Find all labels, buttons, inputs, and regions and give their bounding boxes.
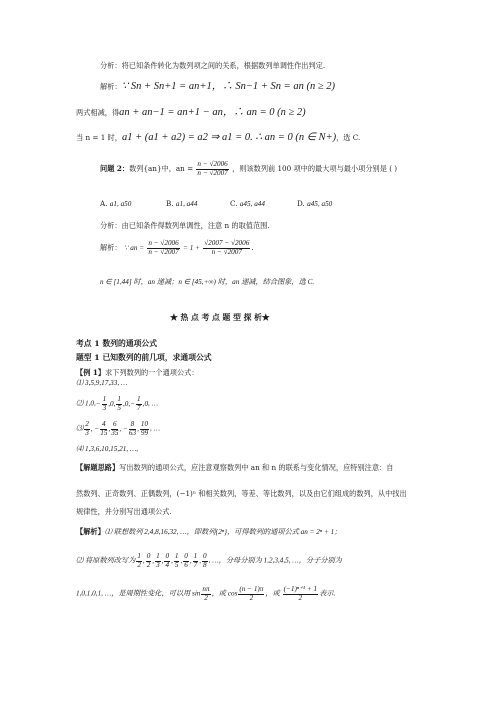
subtract-line — [76, 108, 306, 119]
fraction — [183, 553, 189, 569]
separator: , — [142, 556, 145, 565]
fraction-denominator: 15 — [100, 428, 108, 437]
analysis-2-line — [100, 222, 270, 229]
subtract-lead: 两式相减，得 — [76, 108, 120, 117]
fraction-numerator: 1 — [156, 552, 160, 560]
fraction — [136, 396, 142, 412]
solution-label: 解析： — [100, 82, 122, 91]
question-2 — [100, 161, 397, 177]
separator: , — [199, 556, 202, 565]
fraction-denominator: 2 — [137, 560, 141, 569]
sol-line-2-lead: ⑵ 将原数列改写为 — [76, 556, 136, 565]
cos-function: cos — [227, 589, 238, 598]
option-value: a1, a50 — [109, 200, 132, 208]
option-c — [230, 200, 265, 208]
solution-formula: ∵ Sn + Sn+1 = an+1，∴ Sn−1 + Sn = an (n ≥ 2) — [121, 81, 335, 92]
fraction — [140, 421, 149, 437]
fraction — [129, 421, 136, 437]
option-b — [166, 200, 197, 208]
option-key: D. — [297, 199, 305, 208]
tixing-heading: 题型 1 已知数列的前几项，求通项公式 — [76, 353, 212, 362]
fraction-numerator: 0 — [146, 552, 151, 560]
fraction — [116, 396, 122, 412]
separator: , — [152, 556, 155, 565]
solution-fraction-2 — [203, 240, 250, 256]
analysis-label: 分析： — [100, 221, 122, 230]
fraction-denominator: 35 — [111, 428, 119, 437]
sin-fraction — [201, 586, 210, 602]
fraction-numerator: √2007 − √2006 — [204, 239, 250, 247]
example-label: 【例 1】 — [76, 368, 106, 377]
analysis-label: 分析： — [100, 61, 122, 70]
solution-line — [100, 82, 335, 93]
sol-line-3-lead: 1,0,1,0,1, …，是周期性变化，可以用 — [76, 589, 191, 598]
fraction — [174, 552, 183, 569]
fraction-numerator: (n − 1)π — [239, 585, 264, 593]
fraction-denominator: 3 — [102, 403, 107, 412]
fraction-denominator: 4 — [165, 560, 170, 569]
separator: , — [180, 556, 183, 565]
fraction-denominator: 3 — [85, 428, 89, 437]
idea-label: 【解题思路】 — [76, 463, 120, 472]
solution-2-line: 解析： ∵ an = $\frac{n - √2006}{n - √2007}$ = 1 + $\frac{√2007 - √2006}{n - √2007}$ . — [100, 239, 254, 256]
question-text-b: ，则该数列前 100 项中的最大项与最小项分别是 ( ) — [232, 164, 398, 174]
sequence-tail: , … — [150, 424, 161, 433]
fraction-numerator: 1 — [117, 395, 121, 403]
sequence-1: ⑴ 3,5,9,17,33, … — [76, 379, 128, 387]
fraction-denominator: 99 — [140, 428, 149, 437]
separator: ,0, — [108, 399, 116, 408]
alt-fraction — [283, 586, 318, 602]
fraction-numerator: 0 — [203, 552, 207, 560]
fraction-denominator: 2 — [249, 593, 254, 602]
solution-eq: = 1 + — [183, 244, 200, 253]
fraction — [102, 396, 108, 412]
fraction — [161, 552, 170, 569]
sol-line-1 — [76, 528, 341, 536]
analysis-text: 将已知条件转化为数列项之间的关系，根据数列单调性作出判定. — [121, 61, 326, 70]
fraction-denominator: 7 — [137, 403, 141, 412]
sol-label: 【解析】 — [76, 527, 105, 536]
fraction-numerator: n − √2006 — [148, 239, 179, 247]
sol-line-2-tail: , …，分母分别为 1,2,3,4,5, …，分子分别为 — [208, 556, 342, 565]
fraction-numerator: 0 — [184, 552, 188, 560]
question-label: 问题 2： — [100, 164, 130, 174]
option-key: B. — [166, 199, 174, 208]
fraction-numerator: n − √2006 — [197, 160, 228, 168]
fraction-numerator: nπ — [202, 585, 210, 593]
fraction-denominator: 2 — [298, 593, 303, 602]
fraction-denominator: 2 — [146, 560, 151, 569]
question-fraction — [196, 161, 228, 177]
fraction-denominator: 2 — [204, 593, 208, 602]
idea-line-3: 规律性，并分别写出通项公式. — [76, 507, 172, 516]
separator: , — [137, 424, 139, 433]
sin-function: sin — [192, 589, 201, 598]
fraction-numerator: 10 — [140, 420, 149, 428]
fraction-numerator: 1 — [137, 395, 141, 403]
fraction-denominator: 3 — [156, 560, 160, 569]
fraction — [193, 552, 202, 569]
idea-text-1: 写出数列的通项公式，应注意观察数列中 an 和 n 的联系与变化情况，应特别注意：自 — [119, 463, 394, 472]
fraction — [84, 421, 90, 437]
separator: , − — [119, 424, 128, 433]
separator: , − — [90, 424, 100, 433]
fraction-numerator: 1 — [174, 552, 179, 560]
fraction-numerator: 1 — [193, 552, 198, 560]
fraction-numerator: 2 — [85, 420, 89, 428]
fraction — [202, 553, 208, 569]
analysis-line — [100, 62, 325, 69]
separator: , — [161, 556, 164, 565]
solution-fraction-1 — [147, 240, 179, 256]
fraction — [146, 552, 155, 569]
option-value: a1, a44 — [175, 200, 198, 208]
fraction-denominator: n − √2007 — [211, 247, 242, 256]
fraction — [111, 421, 118, 437]
fraction — [136, 553, 142, 569]
fraction-denominator: 8 — [203, 560, 207, 569]
fraction-numerator: 1 — [137, 552, 141, 560]
separator: , — [189, 556, 192, 565]
separator: , — [108, 424, 111, 433]
n1-line — [76, 133, 360, 144]
sequence-lead: ⑶ — [76, 424, 84, 433]
option-value: a45, a50 — [307, 200, 333, 208]
fraction-denominator: n − √2007 — [197, 168, 228, 177]
section-title: ★ 热 点 考 点 题 型 探 析★ — [170, 313, 270, 322]
fraction-denominator: 63 — [128, 428, 137, 437]
option-key: C. — [230, 199, 238, 208]
sol-line-2 — [76, 553, 342, 569]
sequence-tail: , … — [148, 399, 159, 408]
separator: , — [171, 556, 173, 565]
fraction — [155, 553, 161, 569]
n1-formula: a1 + (a1 + a2) = a2 ⇒ a1 = 0. ∴ an = 0 (n ∈ N+) — [121, 132, 337, 143]
option-value: a45, a44 — [239, 200, 265, 208]
example-text: 求下列数列的一个通项公式： — [105, 368, 199, 377]
idea-line-1 — [76, 464, 393, 471]
idea-line-2: 然数列、正奇数列、正偶数列，(−1)ⁿ 和相关数列，等差、等比数列，以及由它们组成的数列，从中找出 — [76, 489, 407, 498]
sequence-2 — [76, 396, 158, 412]
fraction-numerator: 8 — [130, 420, 135, 428]
kaodian-heading: 考点 1 数列的通项公式 — [76, 339, 158, 348]
fraction-numerator: 1 — [102, 395, 107, 403]
n1-tail: ，选 C. — [336, 133, 361, 142]
option-key: A. — [100, 199, 108, 208]
solution-label: 解析： — [100, 243, 122, 253]
separator: ,0 — [142, 399, 149, 408]
sequence-4: ⑷ 1,3,6,10,15,21, …, — [76, 445, 139, 453]
fraction-denominator: 6 — [184, 560, 188, 569]
fraction-denominator: 5 — [117, 403, 121, 412]
fraction-denominator: 5 — [174, 560, 179, 569]
separator: ,0,− — [123, 399, 136, 408]
subtract-formula: an + an−1 = an+1 − an，∴ an = 0 (n ≥ 2) — [119, 107, 306, 118]
n1-lead: 当 n = 1 时， — [76, 133, 122, 142]
fraction-numerator: 6 — [113, 420, 117, 428]
sol-text-1: ⑴ 联想数列 2,4,8,16,32, …，即数列{2ⁿ}，可得数列的通项公式 an = 2ⁿ + 1； — [104, 528, 342, 536]
solution-lead: ∵ an = — [123, 244, 145, 253]
range-line — [100, 278, 314, 286]
end-text: 表示. — [319, 589, 336, 598]
option-d — [297, 200, 332, 208]
question-text-a: 数列{an}中，an = — [129, 164, 194, 174]
analysis-text: 由已知条件得数列单调性，注意 n 的取值范围. — [121, 221, 270, 230]
example-line — [76, 369, 199, 376]
sequence-3 — [76, 421, 160, 437]
sol-line-3 — [76, 586, 335, 602]
or-text: ，或 — [211, 589, 226, 598]
fraction-denominator: n − √2007 — [148, 247, 179, 256]
fraction — [100, 421, 107, 437]
fraction-denominator: 7 — [193, 560, 198, 569]
fraction-numerator: 0 — [165, 552, 170, 560]
fraction-numerator: 4 — [102, 420, 106, 428]
fraction-numerator: (−1)ⁿ⁺¹ + 1 — [283, 585, 318, 593]
range-text: n ∈ [1,44] 时，an 递减；n ∈ [45,+∞) 时，an 递减，结合图象，选 C. — [100, 278, 315, 286]
or-text: ，或 — [265, 589, 280, 598]
cos-fraction — [238, 586, 264, 602]
option-a — [100, 200, 131, 208]
sequence-lead: ⑵ 1,0,− — [76, 399, 101, 408]
